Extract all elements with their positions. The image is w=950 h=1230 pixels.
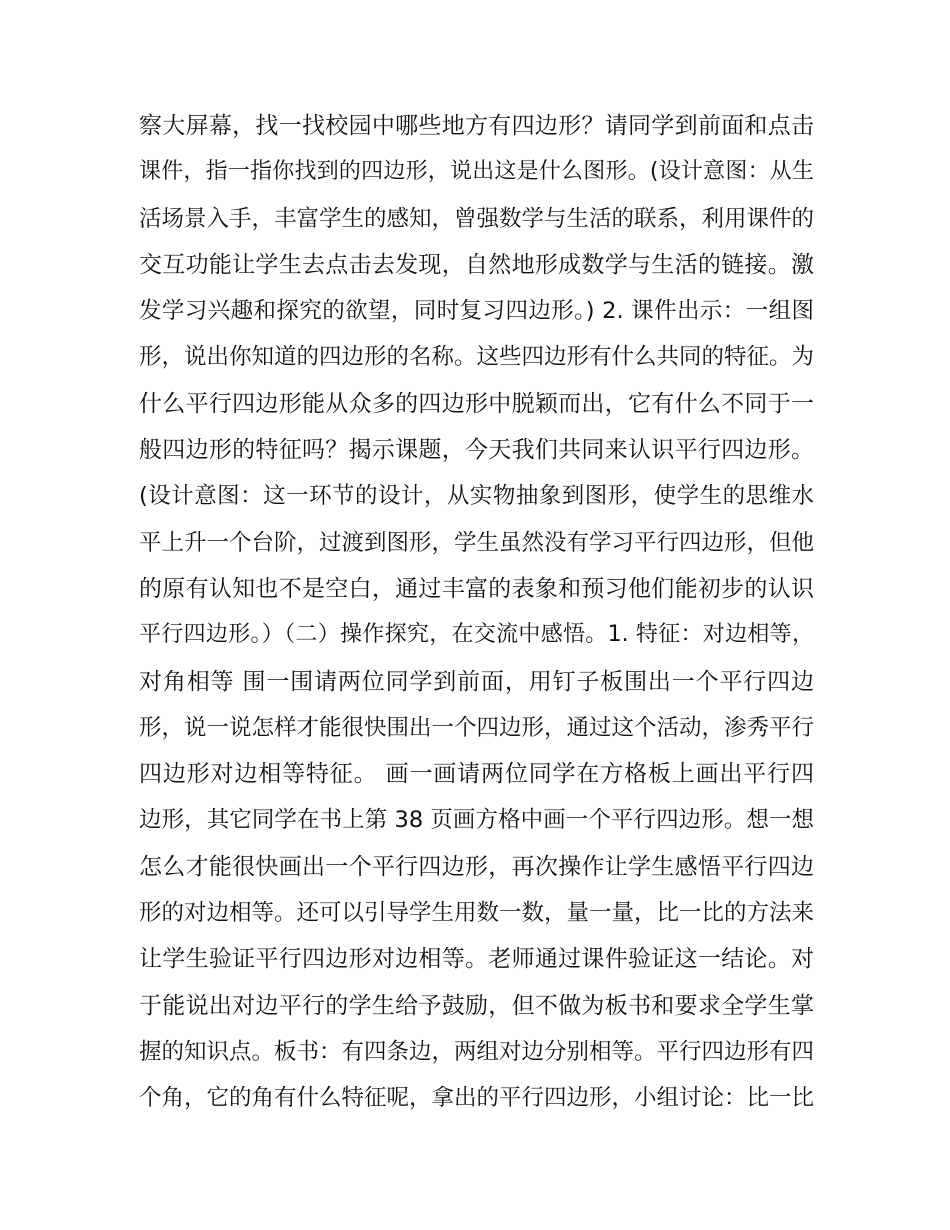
text-line: 发学习兴趣和探究的欲望，同时复习四边形。) 2. 课件出示：一组图	[139, 298, 814, 325]
text-line: 平行四边形。）（二）操作探究，在交流中感悟。1. 特征：对边相等，	[139, 622, 814, 648]
text-line: 交互功能让学生去点击去发现，自然地形成数学与生活的链接。激	[139, 251, 814, 278]
text-line: 什么平行四边形能从众多的四边形中脱颖而出，它有什么不同于一	[139, 390, 814, 417]
text-line: 对角相等 围一围请两位同学到前面，用钉子板围出一个平行四边	[139, 668, 814, 695]
text-line: (设计意图：这一环节的设计，从实物抽象到图形，使学生的思维水	[139, 483, 814, 510]
text-line: 形的对边相等。还可以引导学生用数一数，量一量，比一比的方法来	[139, 900, 814, 927]
text-line: 怎么才能很快画出一个平行四边形，再次操作让学生感悟平行四边	[139, 853, 814, 880]
text-line: 形，说一说怎样才能很快围出一个四边形，通过这个活动，渗秀平行	[139, 714, 814, 741]
text-line: 的原有认知也不是空白，通过丰富的表象和预习他们能初步的认识	[139, 575, 814, 602]
text-line: 察大屏幕，找一找校园中哪些地方有四边形？请同学到前面和点击	[139, 113, 814, 139]
text-line: 于能说出对边平行的学生给予鼓励，但不做为板书和要求全学生掌	[139, 992, 814, 1019]
text-line: 握的知识点。板书：有四条边，两组对边分别相等。平行四边形有四	[139, 1038, 814, 1065]
text-line: 般四边形的特征吗？揭示课题，今天我们共同来认识平行四边形。	[139, 437, 814, 464]
text-line: 让学生验证平行四边形对边相等。老师通过课件验证这一结论。对	[139, 946, 814, 973]
body-text	[139, 103, 814, 1122]
text-line: 平上升一个台阶，过渡到图形，学生虽然没有学习平行四边形，但他	[139, 529, 814, 556]
text-line: 活场景入手，丰富学生的感知，曾强数学与生活的联系，利用课件的	[139, 205, 814, 232]
text-line: 四边形对边相等特征。 画一画请两位同学在方格板上画出平行四	[139, 761, 814, 788]
text-line: 课件，指一指你找到的四边形，说出这是什么图形。(设计意图：从生	[139, 159, 814, 185]
text-line: 边形，其它同学在书上第 38 页画方格中画一个平行四边形。想一想	[139, 807, 814, 834]
text-line: 形，说出你知道的四边形的名称。这些四边形有什么共同的特征。为	[139, 344, 814, 371]
text-line: 个角，它的角有什么特征呢，拿出的平行四边形，小组讨论：比一比	[139, 1085, 814, 1112]
